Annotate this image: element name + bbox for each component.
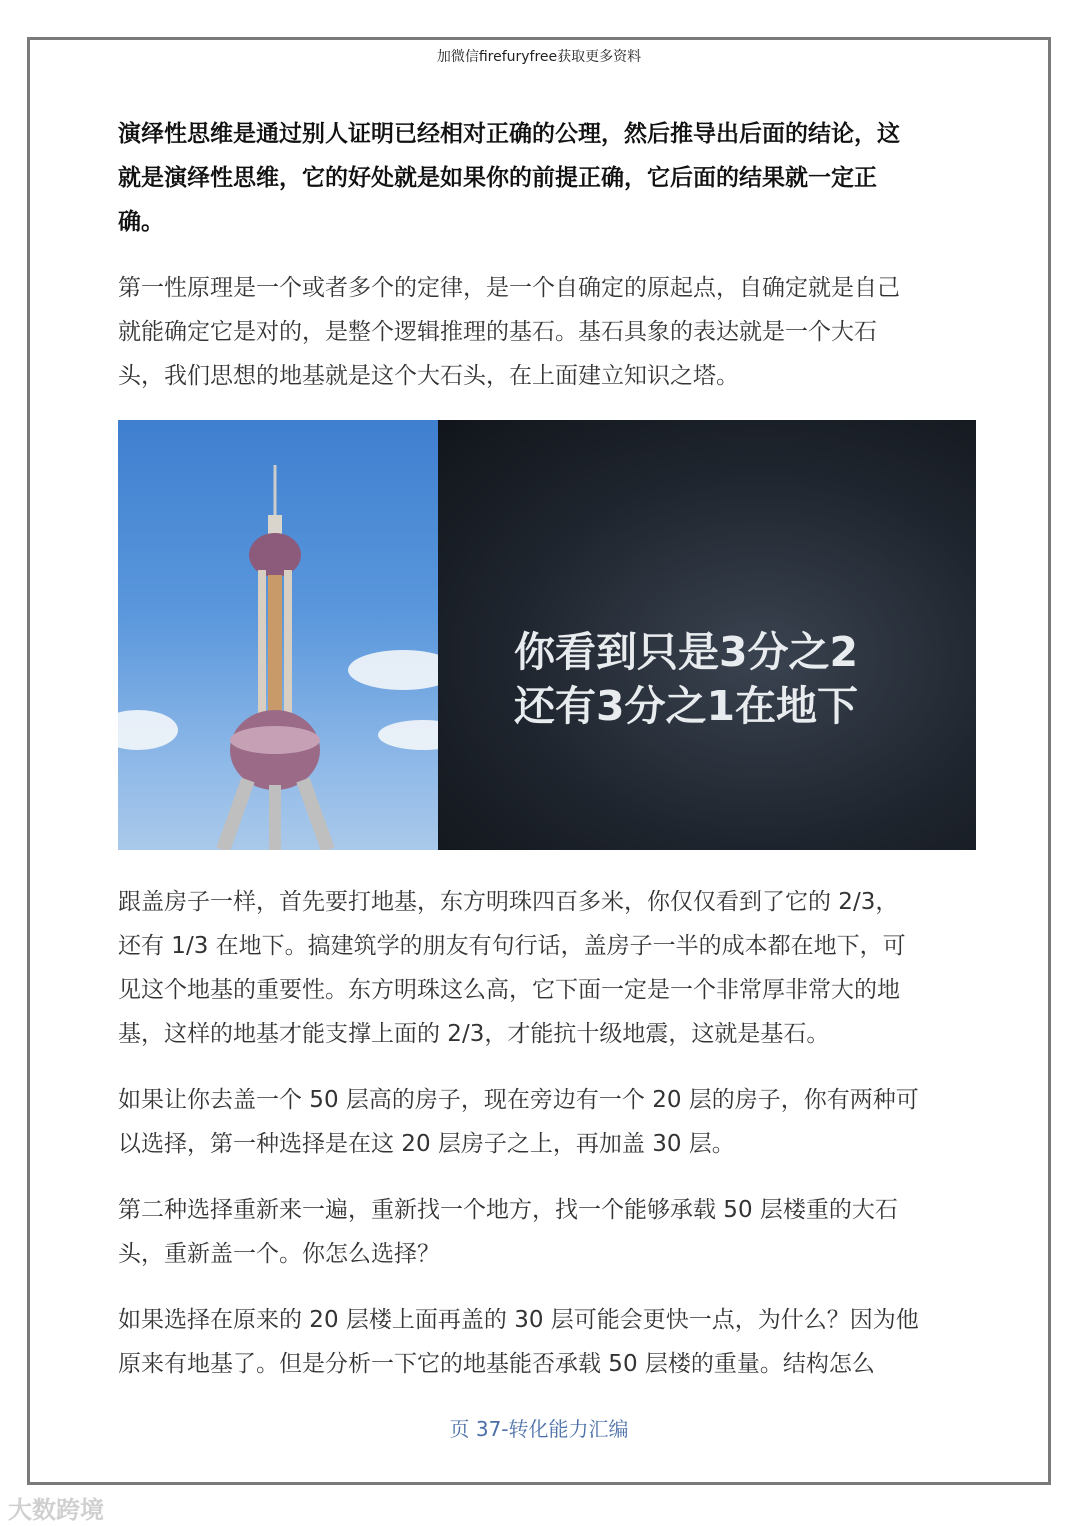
- slogan-text: [514, 625, 858, 733]
- paragraphs-after: [118, 880, 978, 1386]
- tower-photo: [118, 420, 438, 850]
- page-content: [118, 112, 978, 1408]
- watermark-logo: 大数跨境: [8, 1496, 104, 1524]
- slogan-panel: [438, 420, 976, 850]
- paragraph: [118, 880, 978, 1056]
- page-header: 加微信firefuryfree获取更多资料: [436, 49, 642, 65]
- text-line: 原来有地基了。但是分析一下它的地基能否承载 50 层楼的重量。结构怎么: [118, 1351, 875, 1377]
- text-line: 演绎性思维是通过别人证明已经相对正确的公理，然后推导出后面的结论，这: [118, 121, 900, 147]
- paragraphs-before: [118, 112, 978, 398]
- paragraph: [118, 1078, 978, 1166]
- text-line: 确。: [118, 209, 164, 235]
- text-line: 就是演绎性思维，它的好处就是如果你的前提正确，它后面的结果就一定正: [118, 165, 877, 191]
- paragraph: [118, 112, 978, 244]
- page-footer: 页 37-转化能力汇编: [449, 1417, 629, 1441]
- oriental-pearl-figure: [118, 420, 976, 850]
- paragraph: [118, 1298, 978, 1386]
- text-line: 头，重新盖一个。你怎么选择？: [118, 1241, 440, 1267]
- tower-illustration: [118, 420, 438, 850]
- paragraph: [118, 266, 978, 398]
- text-line: 头，我们思想的地基就是这个大石头，在上面建立知识之塔。: [118, 363, 739, 389]
- text-line: 跟盖房子一样，首先要打地基，东方明珠四百多米，你仅仅看到了它的 2/3，: [118, 889, 899, 915]
- paragraph: [118, 1188, 978, 1276]
- text-line: 第一性原理是一个或者多个的定律，是一个自确定的原起点，自确定就是自己: [118, 275, 900, 301]
- text-line: 如果让你去盖一个 50 层高的房子，现在旁边有一个 20 层的房子，你有两种可: [118, 1087, 919, 1113]
- text-line: 第二种选择重新来一遍，重新找一个地方，找一个能够承载 50 层楼重的大石: [118, 1197, 898, 1223]
- text-line: 就能确定它是对的，是整个逻辑推理的基石。基石具象的表达就是一个大石: [118, 319, 877, 345]
- text-line: 见这个地基的重要性。东方明珠这么高，它下面一定是一个非常厚非常大的地: [118, 977, 900, 1003]
- text-line: 还有 1/3 在地下。搞建筑学的朋友有句行话，盖房子一半的成本都在地下，可: [118, 933, 906, 959]
- text-line: 基，这样的地基才能支撑上面的 2/3，才能抗十级地震，这就是基石。: [118, 1021, 830, 1047]
- slogan-line-1: 你看到只是3分之2: [514, 628, 859, 676]
- slogan-line-2: 还有3分之1在地下: [514, 682, 859, 730]
- text-line: 以选择，第一种选择是在这 20 层房子之上，再加盖 30 层。: [118, 1131, 735, 1157]
- page-frame: [27, 37, 1051, 1485]
- text-line: 如果选择在原来的 20 层楼上面再盖的 30 层可能会更快一点，为什么？因为他: [118, 1307, 919, 1333]
